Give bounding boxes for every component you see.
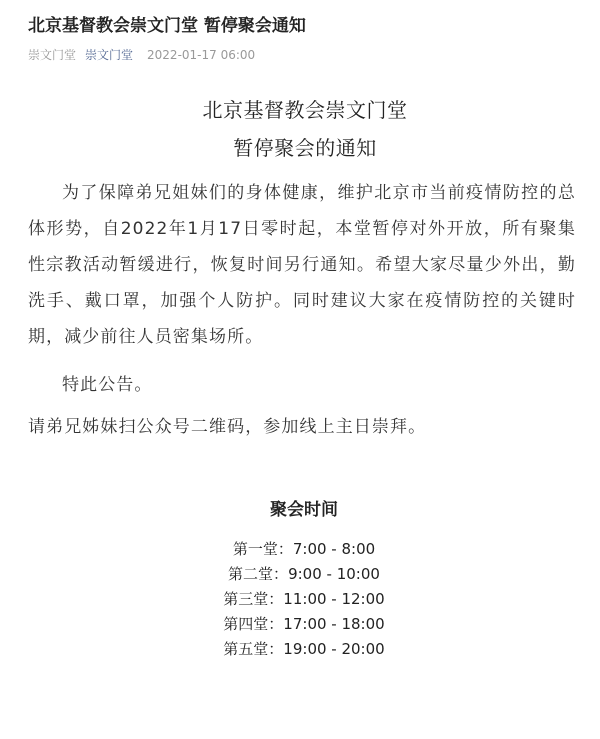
schedule-row-5	[28, 637, 572, 662]
online-worship-note: 请弟兄姊妹扫公众号二维码，参加线上主日崇拜。	[28, 417, 427, 437]
service-label: 第三堂：	[223, 590, 284, 608]
publish-date: 2022-01-17 06:00	[147, 48, 256, 62]
service-time: 9:00 - 10:00	[288, 565, 380, 583]
notice-closing: 特此公告。	[62, 375, 153, 395]
service-time: 17:00 - 18:00	[283, 615, 385, 633]
schedule-row-2	[28, 562, 572, 587]
service-label: 第四堂：	[223, 615, 284, 633]
service-label: 第一堂：	[232, 540, 293, 558]
service-time: 11:00 - 12:00	[283, 590, 385, 608]
notice-body: 为了保障弟兄姐妹们的身体健康，维护北京市当前疫情防控的总体形势，自2022年1月17日零时起，本堂暂停对外开放，所有聚集性宗教活动暂缓进行，恢复时间另行通知。希望大家尽量少外出，勤洗手、戴口罩，加强个人防护。同时建议大家在疫情防控的关键时期，减少前往人员密集场所。	[28, 183, 576, 347]
notice-heading-line2: 暂停聚会的通知	[233, 136, 377, 160]
article-title: 北京基督教会崇文门堂 暂停聚会通知	[28, 16, 306, 36]
service-label: 第五堂：	[223, 640, 284, 658]
service-time: 7:00 - 8:00	[292, 540, 376, 558]
article-meta	[28, 38, 572, 63]
schedule-row-4	[28, 612, 572, 637]
account-link[interactable]: 崇文门堂	[85, 48, 134, 62]
schedule-row-3	[28, 587, 572, 612]
service-time: 19:00 - 20:00	[283, 640, 385, 658]
schedule-list	[28, 537, 572, 662]
schedule-title: 聚会时间	[270, 500, 338, 520]
service-label: 第二堂：	[228, 565, 289, 583]
notice-heading-line1: 北京基督教会崇文门堂	[202, 98, 408, 122]
author-name: 崇文门堂	[28, 48, 77, 62]
schedule-row-1	[28, 537, 572, 562]
